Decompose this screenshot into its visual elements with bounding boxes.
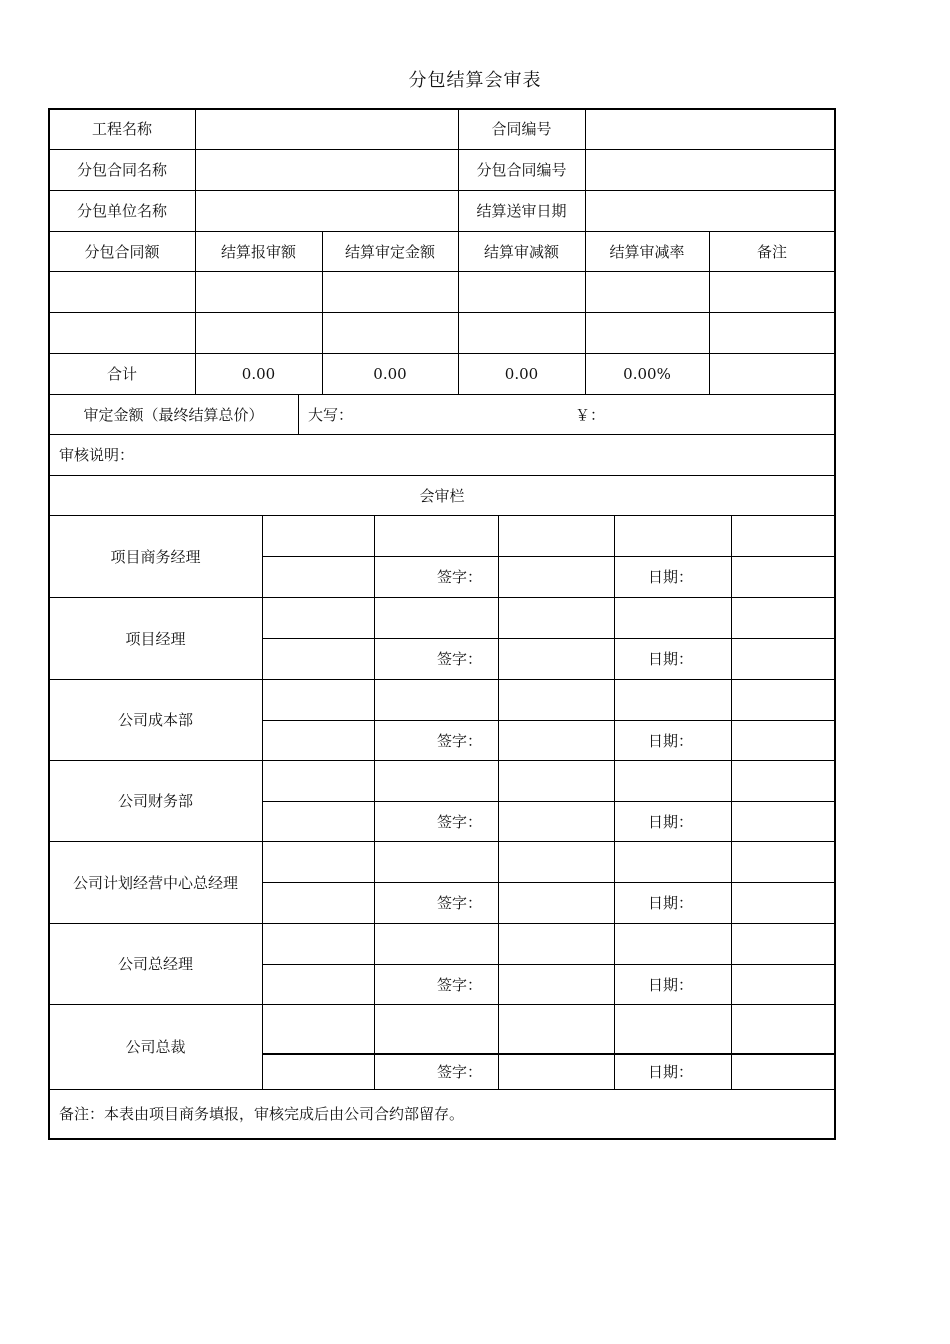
reviewer-role: 公司财务部 bbox=[117, 792, 193, 810]
signature-field[interactable] bbox=[498, 882, 614, 923]
total-value-1: 0.00 bbox=[373, 364, 407, 383]
amount-header-0: 分包合同额 bbox=[84, 242, 160, 261]
sign-label: 签字： bbox=[436, 812, 482, 831]
amount-cell[interactable] bbox=[585, 271, 709, 312]
review-cell[interactable] bbox=[498, 515, 614, 556]
review-cell[interactable] bbox=[731, 679, 835, 720]
amount-cell[interactable] bbox=[585, 312, 709, 353]
approved-yuan-label: ￥： bbox=[574, 405, 605, 424]
review-cell[interactable] bbox=[262, 841, 374, 882]
sub-contract-name-value[interactable] bbox=[195, 149, 458, 190]
review-cell[interactable] bbox=[262, 964, 374, 1004]
reviewer-role: 公司总裁 bbox=[125, 1038, 186, 1056]
review-cell[interactable] bbox=[262, 679, 374, 720]
review-cell[interactable] bbox=[262, 1053, 374, 1089]
amount-header-3: 结算审减额 bbox=[483, 242, 559, 261]
amount-cell[interactable] bbox=[458, 271, 585, 312]
review-cell[interactable] bbox=[374, 923, 498, 964]
amount-cell[interactable] bbox=[322, 312, 458, 353]
review-cell[interactable] bbox=[498, 597, 614, 638]
date-label: 日期： bbox=[648, 568, 694, 586]
date-label: 日期： bbox=[648, 1062, 694, 1081]
date-label: 日期： bbox=[648, 975, 694, 994]
signature-field[interactable] bbox=[498, 638, 614, 679]
amount-cell[interactable] bbox=[49, 271, 195, 312]
date-label: 日期： bbox=[648, 650, 694, 668]
sign-label: 签字： bbox=[436, 1062, 482, 1081]
review-note-label: 审核说明： bbox=[59, 446, 135, 464]
review-cell[interactable] bbox=[262, 597, 374, 638]
review-cell[interactable] bbox=[498, 923, 614, 964]
sub-contract-name-label: 分包合同名称 bbox=[76, 161, 167, 179]
review-cell[interactable] bbox=[614, 841, 731, 882]
review-cell[interactable] bbox=[498, 760, 614, 801]
reviewer-role: 公司成本部 bbox=[117, 711, 193, 729]
review-cell[interactable] bbox=[731, 760, 835, 801]
date-field[interactable] bbox=[731, 720, 835, 760]
submit-date-value[interactable] bbox=[585, 190, 835, 231]
review-cell[interactable] bbox=[262, 882, 374, 923]
review-cell[interactable] bbox=[374, 760, 498, 801]
date-label: 日期： bbox=[648, 812, 694, 831]
project-name-label: 工程名称 bbox=[91, 120, 152, 138]
date-field[interactable] bbox=[731, 801, 835, 841]
sign-label: 签字： bbox=[436, 731, 482, 750]
amount-cell[interactable] bbox=[195, 271, 322, 312]
review-section-title: 会审栏 bbox=[419, 486, 465, 505]
review-cell[interactable] bbox=[614, 597, 731, 638]
review-cell[interactable] bbox=[614, 1004, 731, 1053]
signature-field[interactable] bbox=[498, 964, 614, 1004]
review-cell[interactable] bbox=[731, 841, 835, 882]
review-cell[interactable] bbox=[262, 638, 374, 679]
amount-cell[interactable] bbox=[322, 271, 458, 312]
sign-label: 签字： bbox=[436, 975, 482, 994]
approved-uppercase-label: 大写： bbox=[308, 405, 354, 424]
submit-date-label: 结算送审日期 bbox=[476, 202, 567, 220]
amount-header-2: 结算审定金额 bbox=[344, 242, 435, 261]
review-cell[interactable] bbox=[262, 556, 374, 597]
sign-label: 签字： bbox=[436, 650, 482, 668]
amount-cell[interactable] bbox=[709, 271, 835, 312]
signature-field[interactable] bbox=[498, 1053, 614, 1089]
total-value-3: 0.00% bbox=[623, 364, 671, 383]
date-label: 日期： bbox=[648, 731, 694, 750]
review-cell[interactable] bbox=[731, 597, 835, 638]
review-cell[interactable] bbox=[614, 760, 731, 801]
review-cell[interactable] bbox=[262, 760, 374, 801]
review-cell[interactable] bbox=[731, 1004, 835, 1053]
total-value-0: 0.00 bbox=[241, 364, 276, 383]
review-cell[interactable] bbox=[374, 597, 498, 638]
review-cell[interactable] bbox=[731, 515, 835, 556]
review-cell[interactable] bbox=[614, 515, 731, 556]
review-cell[interactable] bbox=[498, 1004, 614, 1053]
page-title: 分包结算会审表 bbox=[408, 70, 542, 91]
review-cell[interactable] bbox=[262, 801, 374, 841]
signature-field[interactable] bbox=[498, 556, 614, 597]
reviewer-role: 项目商务经理 bbox=[110, 547, 201, 566]
review-cell[interactable] bbox=[374, 841, 498, 882]
reviewer-role: 公司计划经营中心总经理 bbox=[72, 873, 238, 892]
total-label: 合计 bbox=[106, 365, 137, 383]
date-field[interactable] bbox=[731, 964, 835, 1004]
amount-cell[interactable] bbox=[195, 312, 322, 353]
total-remark[interactable] bbox=[709, 353, 835, 394]
review-cell[interactable] bbox=[498, 679, 614, 720]
total-value-2: 0.00 bbox=[504, 364, 539, 383]
reviewer-role: 公司总经理 bbox=[117, 955, 193, 973]
amount-header-1: 结算报审额 bbox=[220, 242, 296, 261]
review-cell[interactable] bbox=[262, 1004, 374, 1053]
sign-label: 签字： bbox=[436, 568, 482, 586]
amount-header-4: 结算审减率 bbox=[609, 242, 685, 261]
amount-cell[interactable] bbox=[709, 312, 835, 353]
review-cell[interactable] bbox=[614, 679, 731, 720]
review-cell[interactable] bbox=[262, 720, 374, 760]
date-label: 日期： bbox=[648, 894, 694, 912]
reviewer-role: 项目经理 bbox=[125, 629, 186, 648]
contract-no-value[interactable] bbox=[585, 108, 835, 149]
review-cell[interactable] bbox=[731, 923, 835, 964]
sub-unit-name-value[interactable] bbox=[195, 190, 458, 231]
date-field[interactable] bbox=[731, 1053, 835, 1089]
sign-label: 签字： bbox=[436, 894, 482, 912]
contract-no-label: 合同编号 bbox=[491, 120, 552, 138]
review-cell[interactable] bbox=[498, 841, 614, 882]
approved-amount-label: 审定金额（最终结算总价） bbox=[83, 405, 264, 424]
review-cell[interactable] bbox=[614, 923, 731, 964]
signature-field[interactable] bbox=[498, 801, 614, 841]
date-field[interactable] bbox=[731, 556, 835, 597]
amount-cell[interactable] bbox=[49, 312, 195, 353]
review-cell[interactable] bbox=[374, 515, 498, 556]
amount-header-5: 备注 bbox=[756, 242, 787, 261]
project-name-value[interactable] bbox=[195, 108, 458, 149]
review-cell[interactable] bbox=[374, 1004, 498, 1053]
sub-unit-name-label: 分包单位名称 bbox=[76, 202, 167, 220]
review-cell[interactable] bbox=[262, 923, 374, 964]
date-field[interactable] bbox=[731, 638, 835, 679]
sub-contract-no-label: 分包合同编号 bbox=[476, 161, 567, 179]
review-cell[interactable] bbox=[262, 515, 374, 556]
sub-contract-no-value[interactable] bbox=[585, 149, 835, 190]
review-cell[interactable] bbox=[374, 679, 498, 720]
amount-cell[interactable] bbox=[458, 312, 585, 353]
date-field[interactable] bbox=[731, 882, 835, 923]
signature-field[interactable] bbox=[498, 720, 614, 760]
footnote: 备注：本表由项目商务填报，审核完成后由公司合约部留存。 bbox=[59, 1105, 465, 1123]
